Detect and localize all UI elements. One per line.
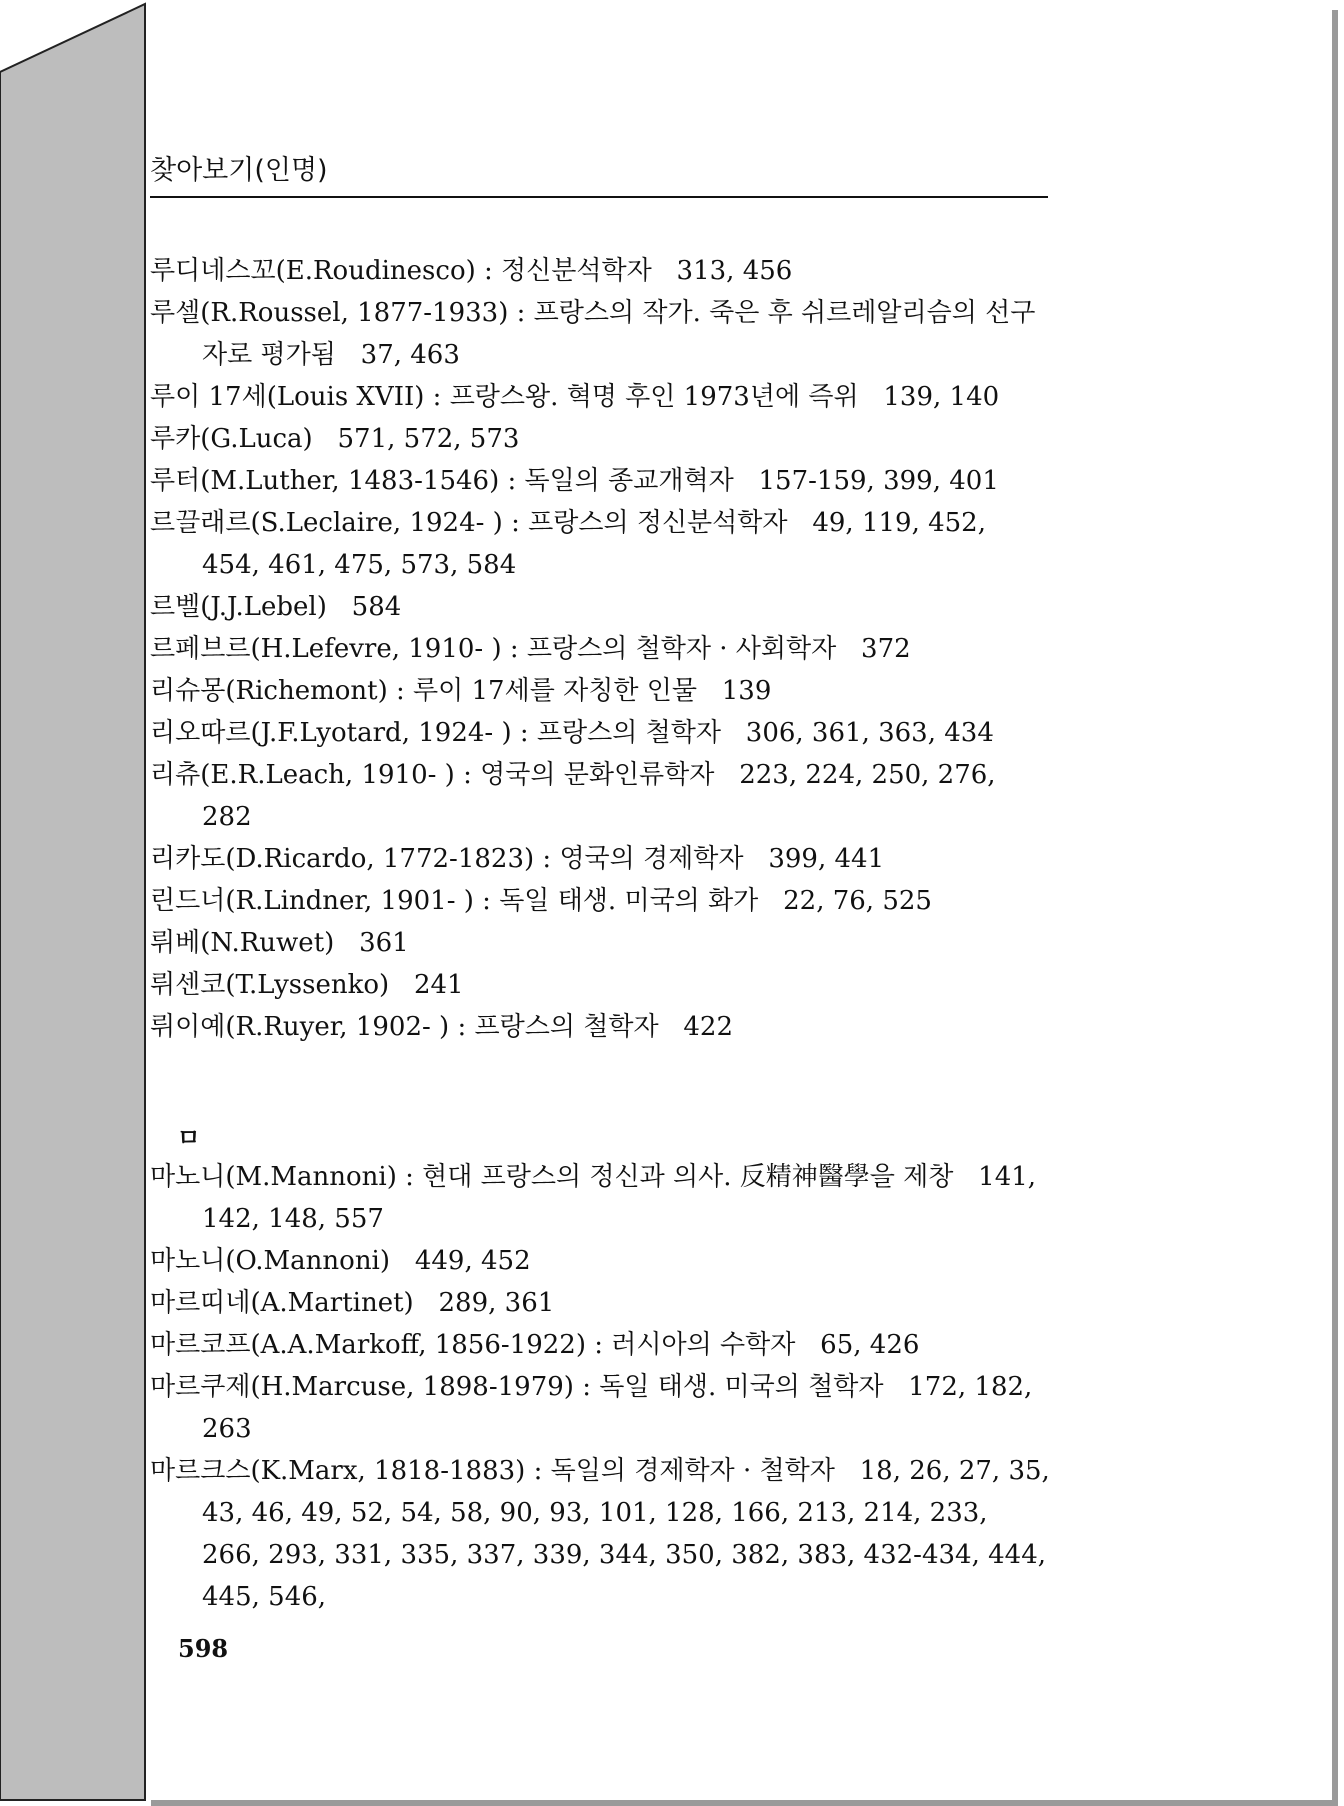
list-item: 마르띠네(A.Martinet) 289, 361 [150, 1288, 555, 1318]
list-item: 리슈몽(Richemont) : 루이 17세를 자칭한 인물 139 [150, 676, 772, 706]
list-item: 리오따르(J.F.Lyotard, 1924- ) : 프랑스의 철학자 306, 361, 363, 434 [150, 718, 994, 748]
list-item: 루터(M.Luther, 1483-1546) : 독일의 종교개혁자 157-159, 399, 401 [150, 466, 999, 496]
list-item: 르벨(J.J.Lebel) 584 [150, 592, 402, 622]
list-item: 뤼이예(R.Ruyer, 1902- ) : 프랑스의 철학자 422 [150, 1012, 734, 1042]
list-item: 루디네스꼬(E.Roudinesco) : 정신분석학자 313, 456 [150, 256, 793, 286]
list-item: 리츄(E.R.Leach, 1910- ) : 영국의 문화인류학자 223, 224, 250, 276, 282 [150, 760, 996, 832]
list-item: 마르코프(A.A.Markoff, 1856-1922) : 러시아의 수학자 65, 426 [150, 1330, 920, 1360]
list-item: 뤼베(N.Ruwet) 361 [150, 928, 409, 958]
list-item: 뤼센코(T.Lyssenko) 241 [150, 970, 464, 1000]
index-entries-ru [150, 250, 1050, 1048]
index-entries-m [150, 1156, 1050, 1618]
list-item: 마노니(O.Mannoni) 449, 452 [150, 1246, 531, 1276]
list-item: 리카도(D.Ricardo, 1772-1823) : 영국의 경제학자 399, 441 [150, 844, 885, 874]
list-item: 마르크스(K.Marx, 1818-1883) : 독일의 경제학자 · 철학자 18, 26, 27, 35, 43, 46, 49, 52, 54, 58, 90, 93, 101, 128, 166, 213, 214, 233, 266, 293, 331, 335, 337, 339, 344, 350, 382, 383, 432-434, 444, 445, 546, [150, 1456, 1050, 1612]
page-number: 598 [178, 1634, 229, 1663]
list-item: 마노니(M.Mannoni) : 현대 프랑스의 정신과 의사. 反精神醫學을 제창 141, 142, 148, 557 [150, 1162, 1037, 1234]
list-item: 루이 17세(Louis XVII) : 프랑스왕. 혁명 후인 1973년에 즉위 139, 140 [150, 382, 1000, 412]
list-item: 린드너(R.Lindner, 1901- ) : 독일 태생. 미국의 화가 22, 76, 525 [150, 886, 932, 916]
section-heading: ㅁ [177, 1124, 201, 1152]
list-item: 루셀(R.Roussel, 1877-1933) : 프랑스의 작가. 죽은 후 쉬르레알리슴의 선구자로 평가됨 37, 463 [150, 298, 1036, 370]
list-item: 루카(G.Luca) 571, 572, 573 [150, 424, 520, 454]
list-item: 르끌래르(S.Leclaire, 1924- ) : 프랑스의 정신분석학자 49, 119, 452, 454, 461, 475, 573, 584 [150, 508, 986, 580]
list-item: 르페브르(H.Lefevre, 1910- ) : 프랑스의 철학자 · 사회학자 372 [150, 634, 911, 664]
header-divider [150, 196, 1048, 198]
list-item: 마르쿠제(H.Marcuse, 1898-1979) : 독일 태생. 미국의 철학자 172, 182, 263 [150, 1372, 1033, 1444]
page-title: 찾아보기(인명) [150, 155, 328, 186]
